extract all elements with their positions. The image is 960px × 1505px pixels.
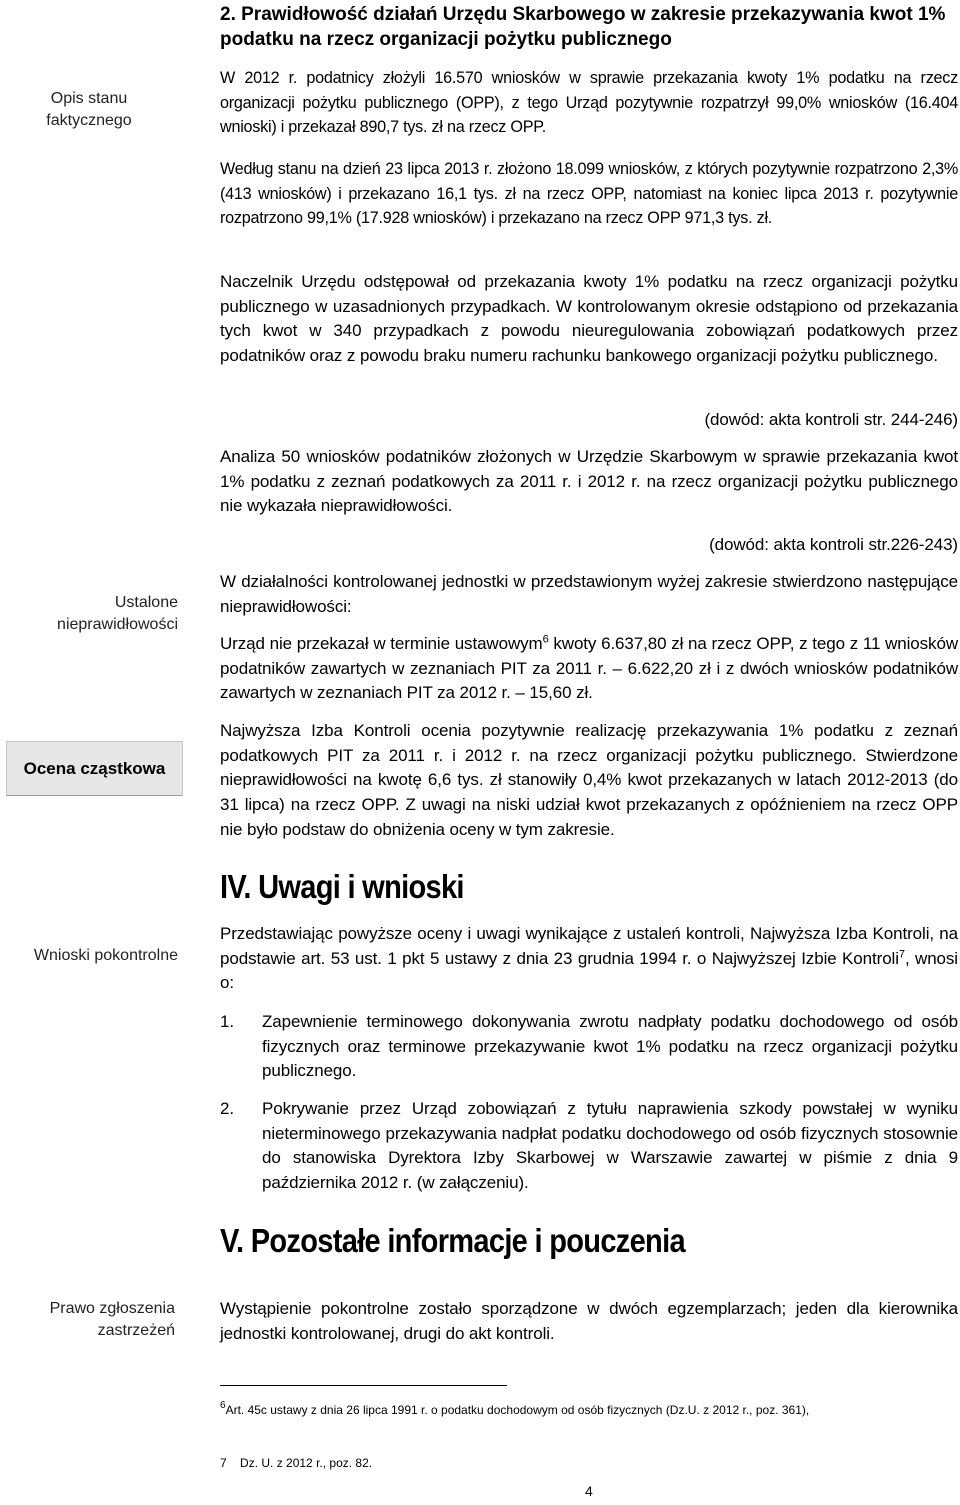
- footnote-mark: 6: [220, 1400, 226, 1411]
- paragraph: [220, 445, 958, 519]
- section-5-heading-block: [220, 1222, 958, 1260]
- list-item: [220, 1097, 958, 1196]
- paragraph-text: Według stanu na dzień 23 lipca 2013 r. złożono 18.099 wniosków, z których pozytywnie rozpatrzono 2,3% (413 wniosków) i przekazano 16,1 tys. zł na rzecz OPP, natomiast na koniec lipca 2013 r. pozytywnie rozpatrzono 99,1% (17.928 wniosków) i przekazano na rzecz OPP 971,3 tys. zł.: [220, 160, 958, 228]
- sidebar-text: nieprawidłowości: [57, 616, 178, 633]
- list-text: Zapewnienie terminowego dokonywania zwrotu nadpłaty podatku dochodowego od osób fizycznych oraz terminowe przekazywanie kwot 1% podatku na rzecz organizacji pożytku publicznego.: [262, 1012, 958, 1081]
- paragraph-text: [220, 632, 958, 706]
- sidebar-text: Wnioski pokontrolne: [33, 947, 178, 964]
- list-number: 1.: [220, 1012, 234, 1031]
- paragraph-text: [220, 922, 958, 996]
- paragraph: [220, 66, 958, 140]
- sidebar-text: Opis stanu: [50, 90, 128, 107]
- evidence-note: [220, 408, 958, 433]
- sidebar-label-ustalone: [0, 592, 178, 636]
- footnote-ref: 7: [898, 948, 905, 961]
- text-run: , wnosi o:: [220, 948, 958, 993]
- section-5-heading: V. Pozostałe informacje i pouczenia: [220, 1222, 685, 1259]
- text-run: kwoty 6.637,80 zł na rzecz OPP, z tego z 11 wniosków podatników zawartych w zeznaniach PIT za 2011 r. – 6.622,20 zł i z dwóch wniosków podatników zawartych w zeznaniach PIT za 2012 r. – 15,60 zł.: [220, 634, 958, 703]
- list-row: [220, 1010, 958, 1084]
- evidence-text: (dowód: akta kontroli str. 244-246): [704, 410, 958, 429]
- footnote-mark: 7: [220, 1456, 227, 1470]
- paragraph: [220, 632, 958, 706]
- paragraph-text: Naczelnik Urzędu odstępował od przekazania kwoty 1% podatku na rzecz organizacji pożytku publicznego w uzasadnionych przypadkach. W kontrolowanym okresie odstąpiono od przekazania tych kwot w 340 przypadkach z powodu nieuregulowania zobowiązań podatkowych przez podatników oraz z powodu braku numeru rachunku bankowego organizacji pożytku publicznego.: [220, 272, 958, 366]
- sidebar-text: faktycznego: [46, 112, 132, 129]
- section-4-heading: IV. Uwagi i wnioski: [220, 868, 464, 905]
- text-run: Przedstawiając powyższe oceny i uwagi wynikające z ustaleń kontroli, Najwyższa Izba Kontroli, na podstawie art. 53 ust. 1 pkt 5 ustawy z dnia 23 grudnia 1994 r. o Najwyższej Izbie Kontroli: [220, 924, 958, 968]
- section-4-heading-block: [220, 868, 958, 906]
- paragraph-text: W działalności kontrolowanej jednostki w przedstawionym wyżej zakresie stwierdzono następujące nieprawidłowości:: [220, 572, 958, 616]
- footnote: [220, 1402, 809, 1418]
- footnote-text: Dz. U. z 2012 r., poz. 82.: [240, 1456, 373, 1470]
- paragraph-text: W 2012 r. podatnicy złożyli 16.570 wniosków w sprawie przekazania kwoty 1% podatku na rzecz organizacji pożytku publicznego (OPP), z tego Urząd pozytywnie rozpatrzył 99,0% wniosków (16.404 wnioski) i przekazał 890,7 tys. zł na rzecz OPP.: [220, 69, 958, 137]
- footnote-ref: 6: [542, 633, 549, 646]
- section-2-block: [220, 2, 958, 52]
- section-2-heading: 2. Prawidłowość działań Urzędu Skarbowego w zakresie przekazywania kwot 1% podatku na rzecz organizacji pożytku publicznego: [220, 4, 946, 50]
- list-row: [220, 1097, 958, 1196]
- sidebar-text: Prawo zgłoszenia: [49, 1300, 175, 1317]
- paragraph: [220, 270, 958, 369]
- footnote: [220, 1455, 372, 1471]
- paragraph: [220, 922, 958, 996]
- sidebar-text: Ustalone: [114, 594, 178, 611]
- sidebar-label-wnioski: [0, 945, 178, 967]
- paragraph-text: Najwyższa Izba Kontroli ocenia pozytywnie realizację przekazywania 1% podatku z zeznań podatkowych PIT za 2011 r. i 2012 r. na rzecz organizacji pożytku publicznego. Stwierdzone nieprawidłowości na kwotę 6,6 tys. zł stanowiły 0,4% kwot przekazanych w latach 2012-2013 (do 31 lipca) na rzecz OPP. Z uwagi na niski udział kwot przekazanych z opóźnieniem na rzecz OPP nie było podstaw do obniżenia oceny w tym zakresie.: [220, 721, 958, 839]
- paragraph: [220, 570, 958, 619]
- sidebar-label-prawo-zgloszenia: [0, 1298, 175, 1342]
- text-run: Urząd nie przekazał w terminie ustawowym: [220, 634, 543, 653]
- paragraph: [220, 719, 958, 843]
- list-number: 2.: [220, 1099, 234, 1118]
- paragraph-text: Analiza 50 wniosków podatników złożonych w Urzędzie Skarbowym w sprawie przekazania kwot 1% podatku z zeznań podatkowych za 2011 r. i 2012 r. na rzecz organizacji pożytku publicznego nie wykazała nieprawidłowości.: [220, 447, 958, 516]
- list-item: [220, 1010, 958, 1084]
- footnote-text: Art. 45c ustawy z dnia 26 lipca 1991 r. o podatku dochodowym od osób fizycznych (Dz.U. z 2012 r., poz. 361),: [225, 1403, 810, 1417]
- page-number: 4: [585, 1483, 593, 1499]
- sidebar-label-ocena-czastkowa: Ocena cząstkowa: [6, 741, 183, 796]
- paragraph: [220, 1297, 958, 1346]
- sidebar-label-opis-stanu: [0, 88, 178, 132]
- paragraph-text: Wystąpienie pokontrolne zostało sporządzone w dwóch egzemplarzach; jeden dla kierownika jednostki kontrolowanej, drugi do akt kontroli.: [220, 1299, 958, 1343]
- list-text: Pokrywanie przez Urząd zobowiązań z tytułu naprawienia szkody powstałej w wyniku nieterminowego przekazywania nadpłat podatku dochodowego od osób fizycznych stosownie do stanowiska Dyrektora Izby Skarbowej w Warszawie zawartej w piśmie z dnia 9 października 2012 r. (w załączeniu).: [262, 1099, 958, 1193]
- sidebar-text: zastrzeżeń: [97, 1322, 175, 1339]
- evidence-text: (dowód: akta kontroli str.226-243): [709, 535, 958, 554]
- paragraph: [220, 157, 958, 231]
- footnote-divider: [220, 1385, 507, 1386]
- evidence-note: [220, 533, 958, 558]
